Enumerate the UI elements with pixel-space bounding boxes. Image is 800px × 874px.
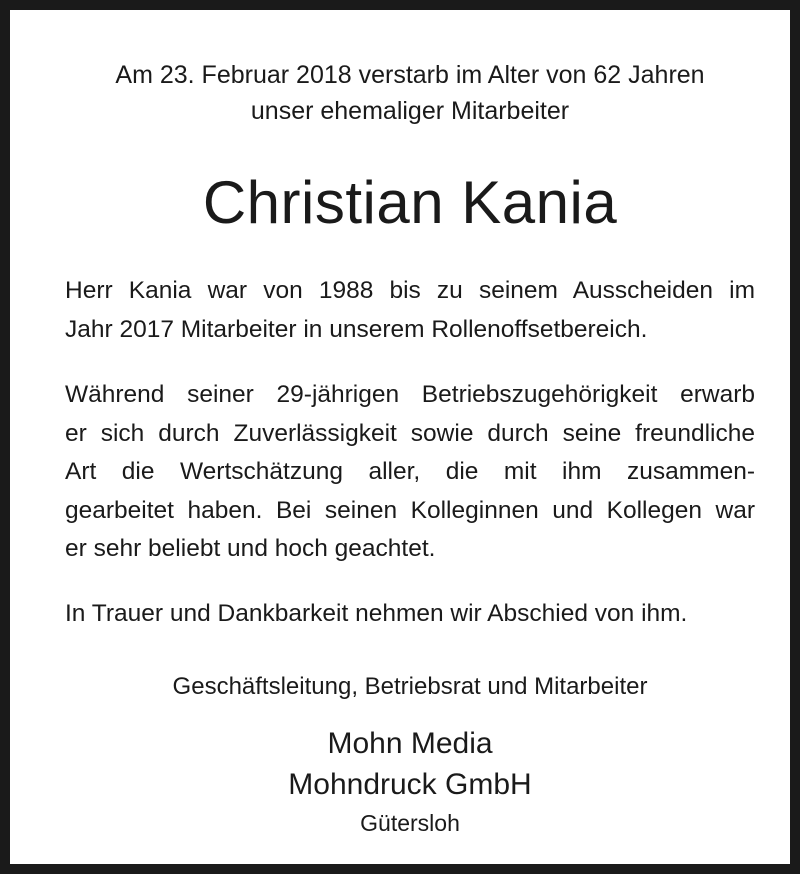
paragraph-line: Während seiner 29-jährigen Betriebszugehörigkeit erwarb	[65, 381, 755, 408]
paragraph-line: Jahr 2017 Mitarbeiter in unserem Rollenoffsetbereich.	[65, 315, 648, 343]
paragraph-farewell	[65, 595, 755, 634]
intro-line-1: Am 23. Februar 2018 verstarb im Alter von 62 Jahren	[115, 61, 705, 89]
company-name	[20, 723, 800, 805]
deceased-name: Christian Kania	[202, 169, 618, 236]
company-line-1: Mohn Media	[327, 727, 493, 760]
paragraph-line: gearbeitet haben. Bei seinen Kolleginnen und Kollegen war	[65, 496, 755, 524]
paragraph-line: er sich durch Zuverlässigkeit sowie durch seine freundliche	[65, 419, 755, 447]
paragraph-line: In Trauer und Dankbarkeit nehmen wir Abschied von ihm.	[65, 600, 688, 627]
paragraph-line: Art die Wertschätzung aller, die mit ihm zusammen-	[65, 458, 755, 485]
intro-text	[20, 57, 800, 129]
paragraph-employment	[65, 272, 755, 349]
city-name: Gütersloh	[360, 810, 460, 836]
intro-line-2: unser ehemaliger Mitarbeiter	[250, 97, 570, 125]
paragraph-line: er sehr beliebt und hoch geachtet.	[65, 535, 436, 562]
company-line-2: Mohndruck GmbH	[288, 768, 532, 801]
paragraph-line: Herr Kania war von 1988 bis zu seinem Ausscheiden im	[65, 277, 755, 304]
signoff-text: Geschäftsleitung, Betriebsrat und Mitarbeiter	[172, 673, 648, 700]
paragraph-tribute	[65, 376, 755, 569]
